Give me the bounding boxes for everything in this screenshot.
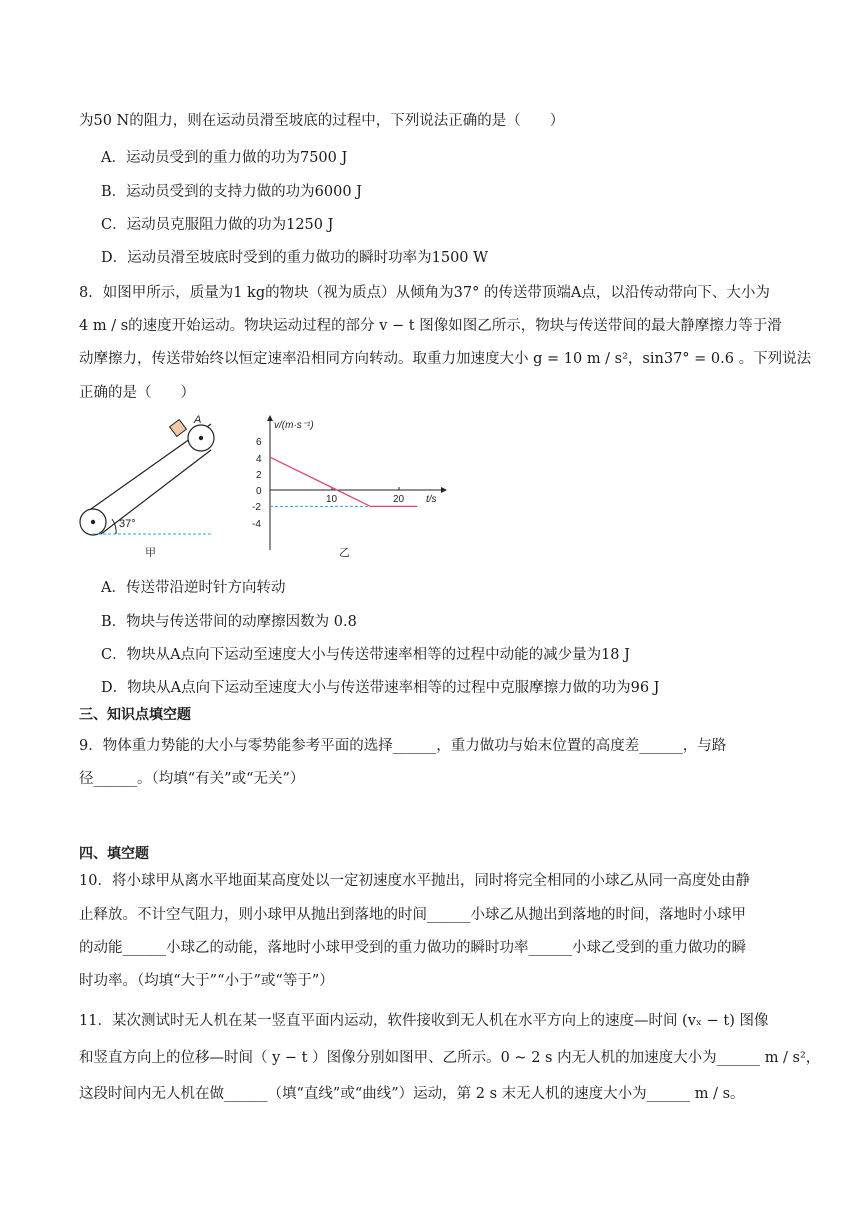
angle-label: 37° [119, 518, 136, 530]
vt-graph [244, 410, 454, 560]
x-axis-label: t/s [426, 494, 437, 505]
section-4-title: 四、填空题 [79, 846, 149, 862]
q7-option-c: C．运动员克服阻力做的功为1250 J [101, 217, 334, 233]
conveyor-belt-figure [72, 414, 222, 560]
q7-option-a: A．运动员受到的重力做的功为7500 J [101, 150, 348, 166]
q8-stem-line-2: 4 m / s的速度开始运动。物块运动过程的部分 v − t 图像如图乙所示，物块与传送带间的最大静摩擦力等于滑 [79, 318, 782, 334]
point-a-label: A [194, 414, 202, 426]
section-3-title: 三、知识点填空题 [79, 707, 191, 723]
q9-line-2: 径______。（均填“有关”或“无关”） [79, 771, 305, 787]
q8-stem-line-3: 动摩擦力，传送带始终以恒定速率沿相同方向转动。取重力加速度大小 g = 10 m / s²，sin37° = 0.6 。下列说法 [79, 351, 812, 367]
q8-stem-line-4: 正确的是（ ） [79, 385, 195, 401]
q11-line-3: 这段时间内无人机在做______（填“直线”或“曲线”）运动，第 2 s 末无人机的速度大小为______ m / s。 [79, 1086, 745, 1102]
q8-option-d: D．物块从A点向下运动至速度大小与传送带速率相等的过程中克服摩擦力做的功为96 J [101, 680, 660, 696]
ytick-2: 2 [256, 470, 262, 481]
q10-line-4: 时功率。（均填“大于”“小于”或“等于”） [79, 973, 334, 989]
y-axis-label: v/(m·s⁻¹) [274, 420, 314, 431]
q10-line-2: 止释放。不计空气阻力，则小球甲从抛出到落地的时间______小球乙从抛出到落地的时间，落地时小球甲 [79, 907, 746, 923]
ytick-4: 4 [256, 454, 262, 465]
xtick-20: 20 [393, 494, 405, 505]
q10-line-1: 10．将小球甲从离水平地面某高度处以一定初速度水平抛出，同时将完全相同的小球乙从同一高度处由静 [79, 873, 750, 889]
q7-option-b: B．运动员受到的支持力做的功为6000 J [101, 184, 362, 200]
q9-line-1: 9．物体重力势能的大小与零势能参考平面的选择______，重力做功与始末位置的高度差______，与路 [79, 738, 727, 754]
xtick-10: 10 [326, 494, 338, 505]
q7-stem: 为50 N的阻力，则在运动员滑至坡底的过程中，下列说法正确的是（ ） [79, 113, 565, 129]
q11-line-2: 和竖直方向上的位移—时间（ y − t ）图像分别如图甲、乙所示。0 ~ 2 s 内无人机的加速度大小为______ m / s²， [79, 1050, 821, 1066]
q7-option-d: D．运动员滑至坡底时受到的重力做功的瞬时功率为1500 W [101, 250, 489, 266]
q11-line-1: 11．某次测试时无人机在某一竖直平面内运动，软件接收到无人机在水平方向上的速度—时间 (vₓ − t) 图像 [79, 1013, 769, 1029]
block-icon [170, 420, 187, 437]
ytick-neg2: -2 [252, 502, 261, 513]
q8-option-b: B．物块与传送带间的动摩擦因数为 0.8 [101, 614, 357, 630]
ytick-6: 6 [256, 437, 262, 448]
q8-option-c: C．物块从A点向下运动至速度大小与传送带速率相等的过程中动能的减少量为18 J [101, 647, 630, 663]
ytick-0: 0 [256, 486, 262, 497]
q10-line-3: 的动能______小球乙的动能，落地时小球甲受到的重力做功的瞬时功率______小球乙受到的重力做功的瞬 [79, 940, 746, 956]
q8-option-a: A．传送带沿逆时针方向转动 [101, 580, 286, 596]
ytick-neg4: -4 [252, 519, 261, 530]
q8-stem-line-1: 8．如图甲所示，质量为1 kg的物块（视为质点）从倾角为37° 的传送带顶端A点，以沿传动带向下、大小为 [79, 285, 770, 301]
figure-b-caption: 乙 [339, 547, 350, 559]
figure-a-caption: 甲 [145, 547, 156, 559]
